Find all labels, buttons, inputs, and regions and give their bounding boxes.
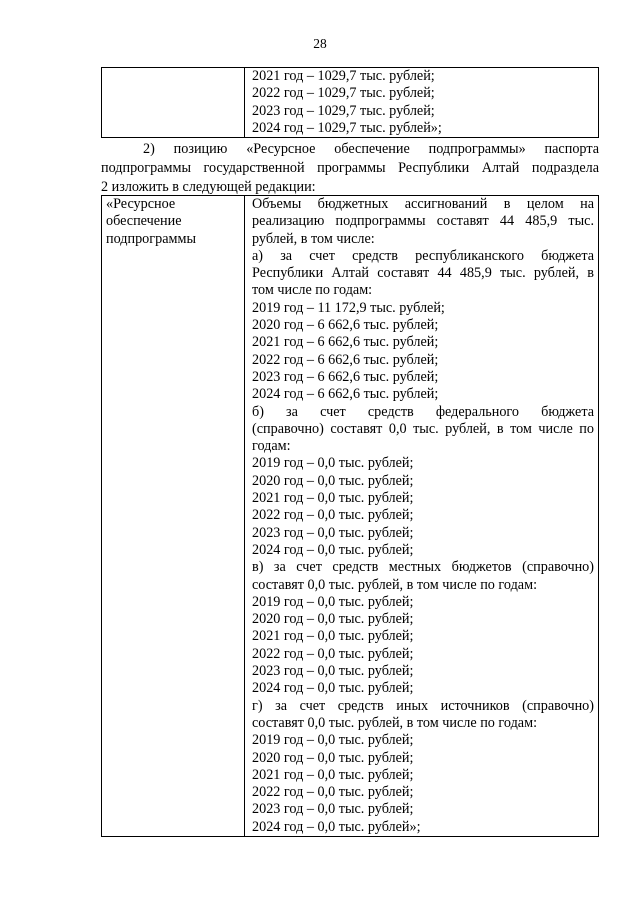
content-line: г) за счет средств иных источников (справочно) [252,697,594,714]
content-line: 2019 год – 0,0 тыс. рублей; [252,593,414,610]
paragraph-line: 2) позицию «Ресурсное обеспечение подпрограммы» паспорта [143,141,599,157]
content-line: Объемы бюджетных ассигнований в целом на [252,196,594,212]
content-line: 2024 год – 0,0 тыс. рублей; [252,541,414,558]
content-line: 2020 год – 0,0 тыс. рублей; [252,611,414,628]
content-line: 2023 год – 0,0 тыс. рублей; [252,524,414,541]
content-line: составят 0,0 тыс. рублей, в том числе по годам: [252,576,538,593]
resource-table-content-cell [245,196,599,837]
content-line: 2022 год – 0,0 тыс. рублей; [252,507,414,524]
label-line: обеспечение [106,213,182,230]
content-line: а) за счет средств республиканского бюджета [252,247,594,264]
top-table-left-cell [102,68,245,138]
content-line: 2020 год – 6 662,6 тыс. рублей; [252,317,439,334]
content-line: 2019 год – 0,0 тыс. рублей; [252,455,414,472]
resource-table [101,195,599,837]
content-line: том числе по годам: [252,282,373,299]
content-line: 2022 год – 0,0 тыс. рублей; [252,784,414,801]
content-line: 2023 год – 0,0 тыс. рублей; [252,801,414,818]
content-line: в) за счет средств местных бюджетов (справочно) [252,559,594,576]
paragraph-line: 2 изложить в следующей редакции: [101,179,316,195]
content-line: реализацию подпрограммы составят 44 485,9 тыс. [252,213,594,230]
content-line: 2021 год – 0,0 тыс. рублей; [252,766,414,783]
content-line: Республики Алтай составят 44 485,9 тыс. рублей, в [252,265,594,282]
content-line: 2024 год – 0,0 тыс. рублей»; [252,818,421,835]
content-line: (справочно) составят 0,0 тыс. рублей, в том числе по [252,420,594,437]
label-line: подпрограммы [106,230,196,247]
top-table-line: 2024 год – 1029,7 тыс. рублей»; [252,119,442,136]
content-line: 2024 год – 6 662,6 тыс. рублей; [252,386,439,403]
content-line: 2023 год – 0,0 тыс. рублей; [252,663,414,680]
content-line: 2021 год – 6 662,6 тыс. рублей; [252,334,439,351]
content-line: 2019 год – 0,0 тыс. рублей; [252,732,414,749]
top-table-line: 2023 год – 1029,7 тыс. рублей; [252,102,435,119]
content-line: составят 0,0 тыс. рублей, в том числе по годам: [252,714,538,731]
content-line: 2022 год – 0,0 тыс. рублей; [252,645,414,662]
page-number: 28 [313,36,327,51]
content-line: годам: [252,438,291,455]
top-table-right-cell [245,68,599,138]
content-line: 2024 год – 0,0 тыс. рублей; [252,680,414,697]
top-table-line: 2022 год – 1029,7 тыс. рублей; [252,85,435,102]
content-line: б) за счет средств федерального бюджета [252,403,594,420]
top-table-fragment [101,67,599,138]
content-line: рублей, в том числе: [252,230,375,247]
label-line: «Ресурсное [106,196,176,212]
top-table-line: 2021 год – 1029,7 тыс. рублей; [252,68,435,84]
paragraph-line: подпрограммы государственной программы Республики Алтай подраздела [101,160,599,176]
content-line: 2019 год – 11 172,9 тыс. рублей; [252,299,445,316]
content-line: 2021 год – 0,0 тыс. рублей; [252,490,414,507]
content-line: 2021 год – 0,0 тыс. рублей; [252,628,414,645]
resource-table-label-cell [102,196,245,837]
amendment-paragraph [101,140,599,197]
content-line: 2022 год – 6 662,6 тыс. рублей; [252,351,439,368]
content-line: 2023 год – 6 662,6 тыс. рублей; [252,368,439,385]
content-line: 2020 год – 0,0 тыс. рублей; [252,749,414,766]
content-line: 2020 год – 0,0 тыс. рублей; [252,472,414,489]
